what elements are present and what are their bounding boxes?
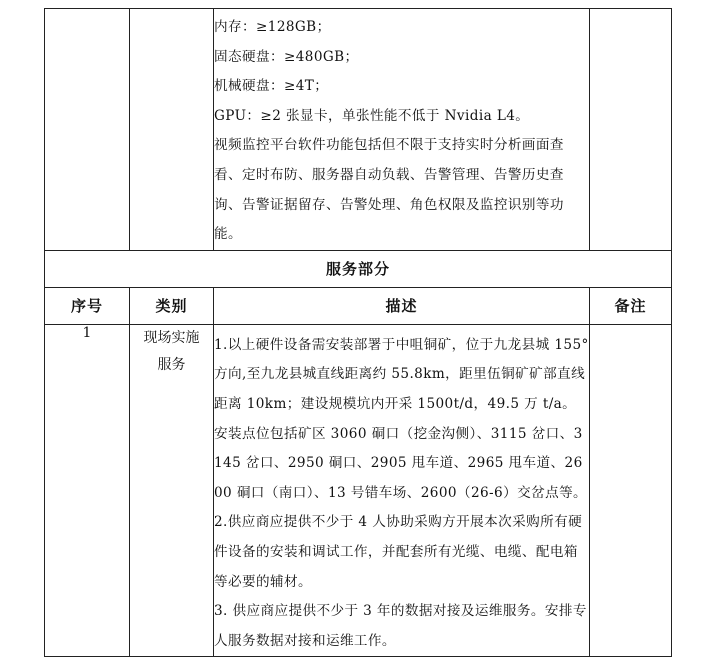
row-seq: 1 bbox=[45, 324, 130, 657]
specification-table bbox=[44, 8, 672, 657]
row-remark bbox=[590, 324, 672, 657]
description-paragraph-2: 2.供应商应提供不少于 4 人协助采购方开展本次采购所有硬件设备的安装和调试工作，并配套所有光缆、电缆、配电箱等必要的辅材。 bbox=[214, 514, 583, 590]
row-category bbox=[130, 324, 214, 657]
spec-line-memory: 内存：≥128GB； bbox=[214, 19, 331, 35]
spec-line-ssd: 固态硬盘：≥480GB； bbox=[214, 48, 359, 65]
row-category-line1: 现场实施 bbox=[143, 329, 200, 346]
hardware-description-cell bbox=[214, 9, 590, 251]
spec-line-software: 视频监控平台软件功能包括但不限于支持实时分析画面查看、定时布防、服务器自动负载、告警管理、告警历史查询、告警证据留存、告警处理、角色权限及监控识别等功能。 bbox=[214, 137, 564, 243]
header-description: 描述 bbox=[214, 287, 590, 324]
header-category: 类别 bbox=[130, 287, 214, 324]
spec-line-gpu: GPU：≥2 张显卡，单张性能不低于 Nvidia L4。 bbox=[214, 107, 530, 124]
row-category-line2: 服务 bbox=[157, 356, 186, 373]
section-title: 服务部分 bbox=[45, 250, 672, 287]
header-remark: 备注 bbox=[590, 287, 672, 324]
header-seq: 序号 bbox=[45, 287, 130, 324]
row-description bbox=[214, 324, 590, 657]
table-row bbox=[45, 324, 672, 657]
seq-cell-empty bbox=[45, 9, 130, 251]
description-paragraph-3: 3. 供应商应提供不少于 3 年的数据对接及运维服务。安排专人服务数据对接和运维工作。 bbox=[214, 603, 587, 649]
section-row bbox=[45, 250, 672, 287]
category-cell-empty bbox=[130, 9, 214, 251]
hardware-spec-row bbox=[45, 9, 672, 251]
remark-cell-empty bbox=[590, 9, 672, 251]
spec-line-hdd: 机械硬盘：≥4T； bbox=[214, 78, 329, 95]
table-header-row bbox=[45, 287, 672, 324]
description-paragraph-1: 1.以上硬件设备需安装部署于中咀铜矿，位于九龙县城 155° 方向,至九龙县城直线距离约 55.8km，距里伍铜矿矿部直线距离 10km；建设规模坑内开采 1500t/d，49.5 万 t/a。安装点位包括矿区 3060 硐口（挖金沟侧）、3115 岔口、3145 岔口、2950 硐口、2905 甩车道、2965 甩车道、2600 硐口（南口）、13 号错车场、2600（26-6）交岔点等。 bbox=[214, 336, 589, 501]
